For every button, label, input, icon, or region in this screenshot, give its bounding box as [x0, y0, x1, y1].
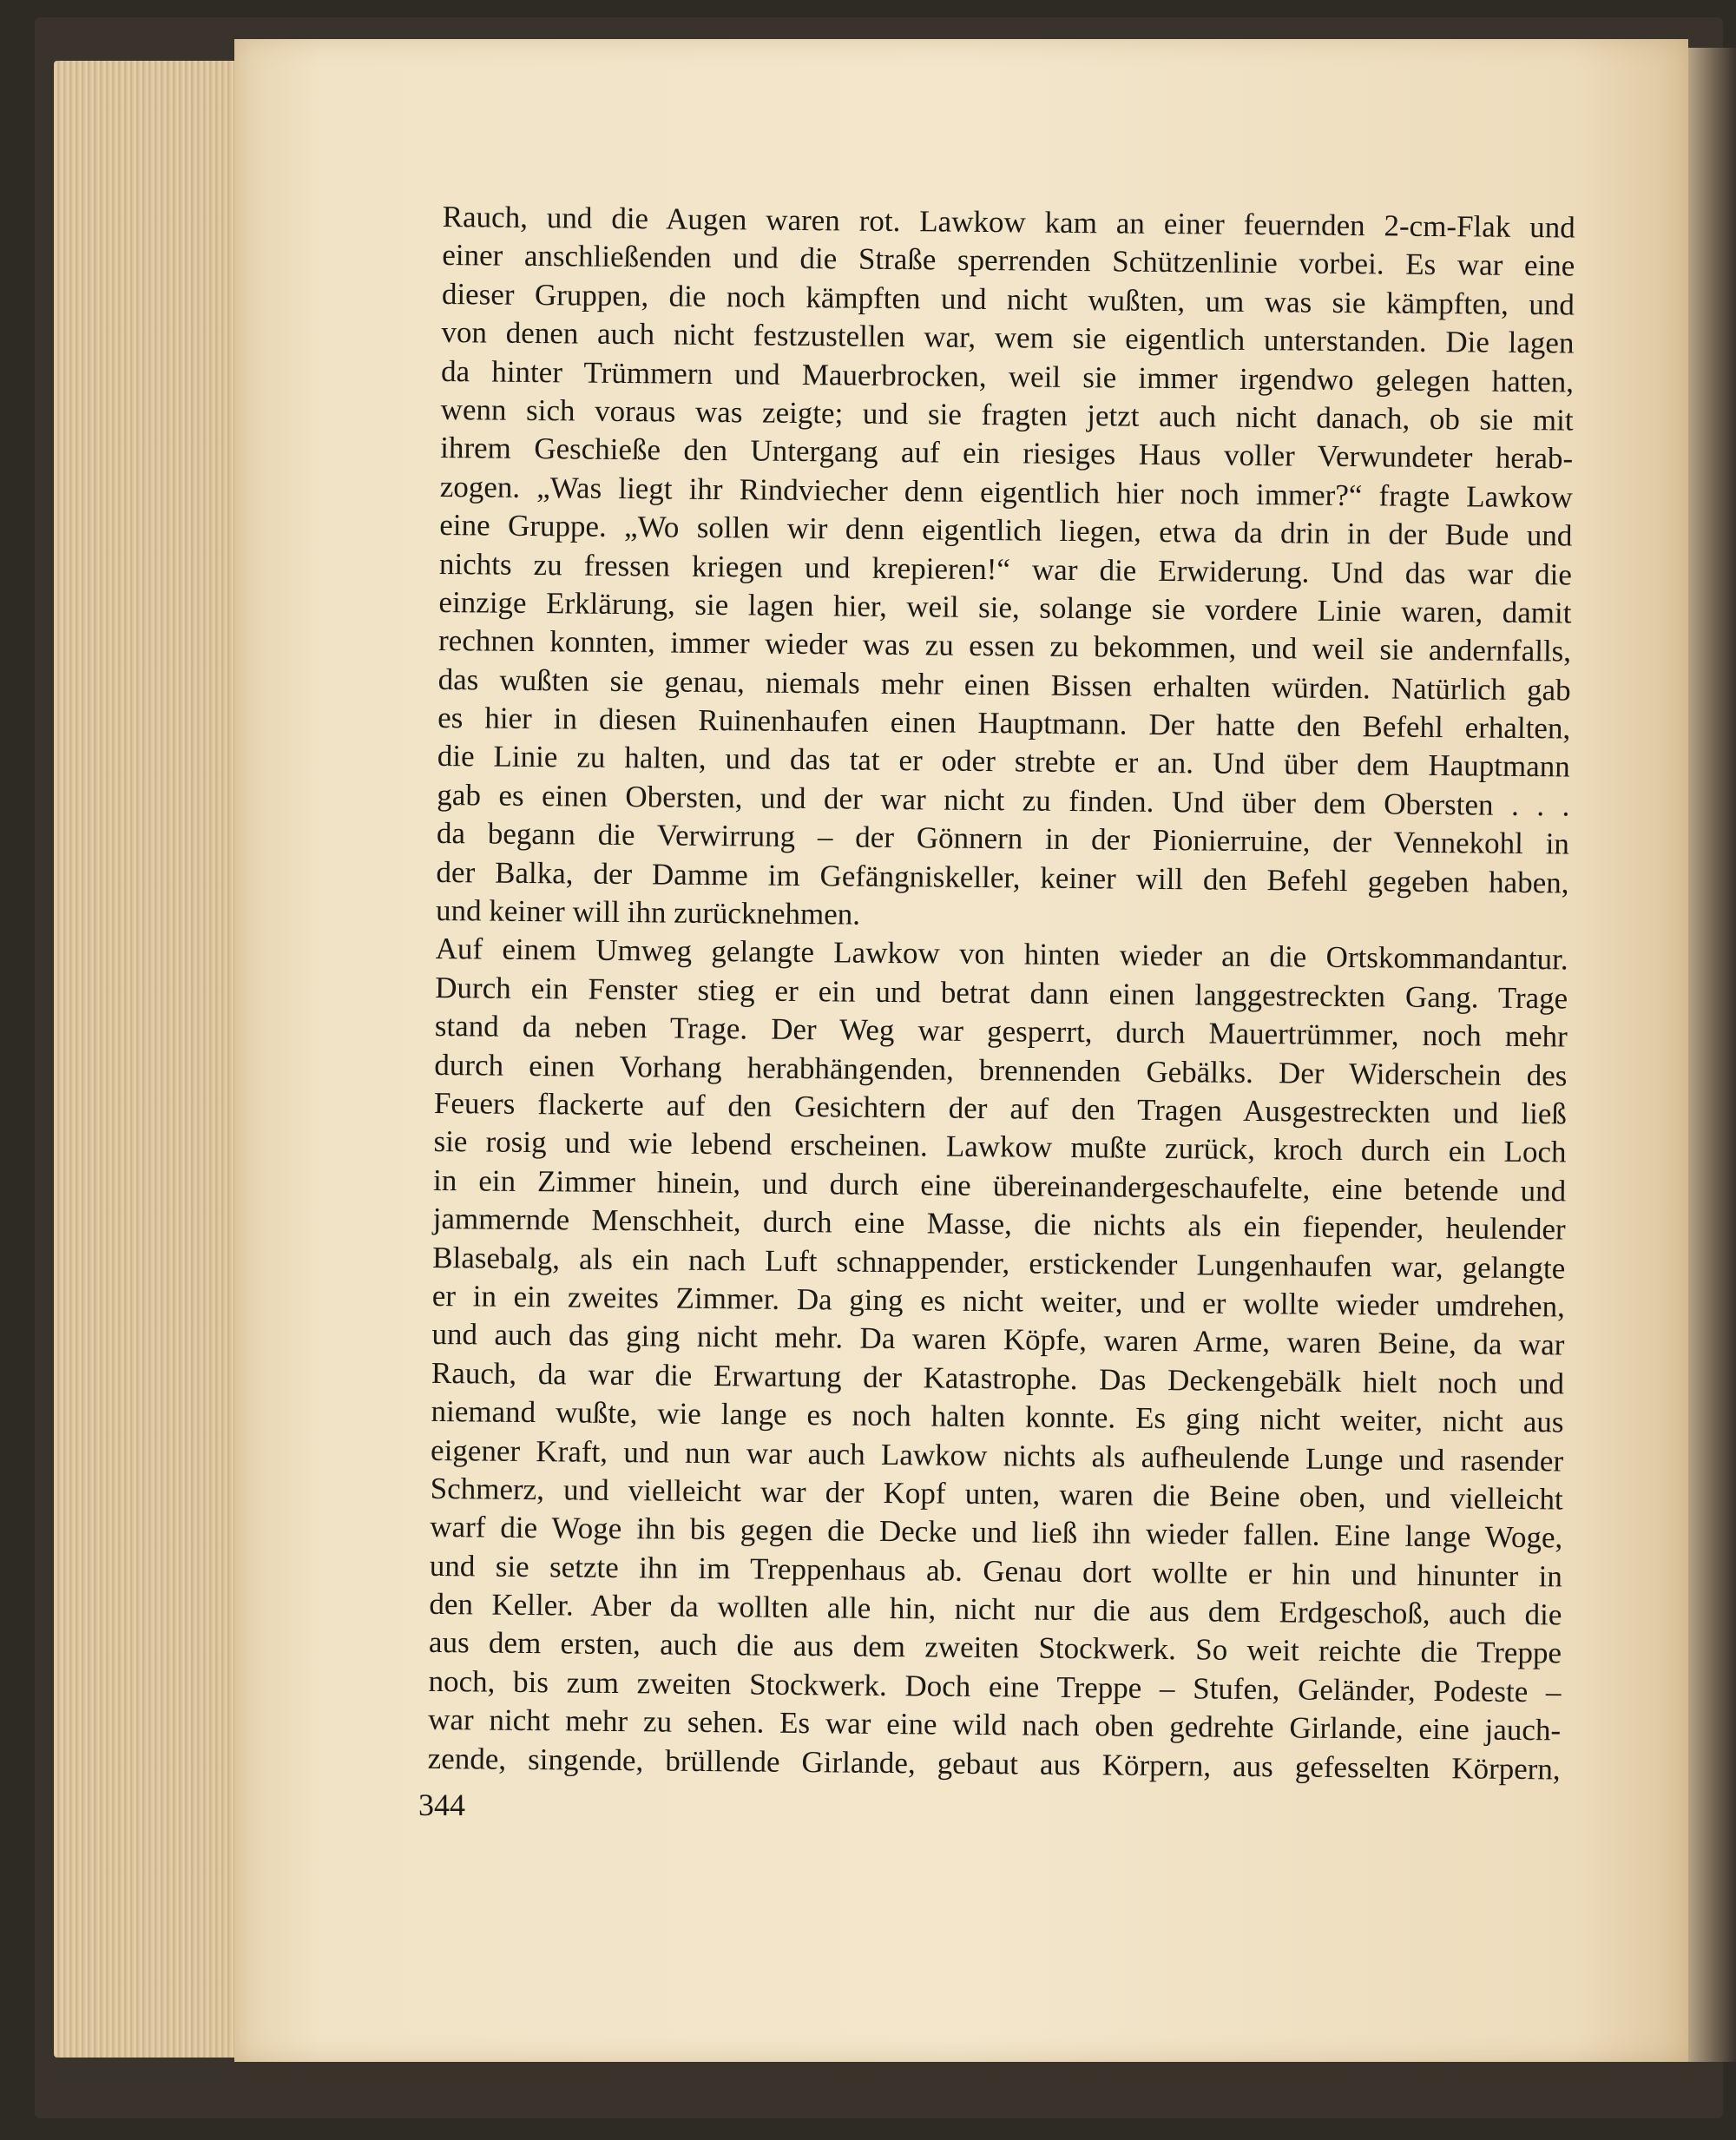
text-line: aus dem ersten, auch die aus dem zweiten Stockwerk. So weit reichte die Treppe [428, 1625, 1562, 1670]
paragraph [436, 198, 1575, 941]
text-line: gab es einen Obersten, und der war nicht zu finden. Und über dem Obersten . . . [437, 777, 1570, 823]
text-line: und keiner will ihn zurücknehmen. [435, 892, 861, 932]
text-line: dieser Gruppen, die noch kämpften und nicht wußten, um was sie kämpften, und [441, 276, 1575, 322]
text-line: Auf einem Umweg gelangte Lawkow von hinten wieder an die Ortskommandantur. [435, 932, 1568, 977]
text-line: niemand wußte, wie lange es noch halten konnte. Es ging nicht weiter, nicht aus [431, 1394, 1564, 1439]
text-line: ihrem Geschieße den Untergang auf ein riesiges Haus voller Verwundeter herab- [440, 431, 1574, 476]
text-line: wenn sich voraus was zeigte; und sie fragten jetzt auch nicht danach, ob sie mit [440, 392, 1574, 438]
body-text [428, 198, 1575, 1788]
text-line: einer anschließenden und die Straße sperrenden Schützenlinie vorbei. Es war eine [442, 238, 1575, 283]
text-line: nichts zu fressen kriegen und krepieren!“ war die Erwiderung. Und das war die [438, 546, 1573, 592]
text-line: Rauch, da war die Erwartung der Katastrophe. Das Deckengebälk hielt noch und [431, 1355, 1565, 1401]
text-line: der Balka, der Damme im Gefängniskeller, keiner will den Befehl gegeben haben, [436, 854, 1569, 900]
text-line: durch einen Vorhang herabhängenden, brennenden Gebälks. Der Widerschein des [434, 1047, 1568, 1093]
text-line: jammernde Menschheit, durch eine Masse, die nichts als ein fiepender, heulender [432, 1202, 1566, 1247]
text-line: da begann die Verwirrung – der Gönnern in der Pionierruine, der Vennekohl in [436, 816, 1570, 861]
text-line: war nicht mehr zu sehen. Es war eine wild nach oben gedrehte Girlande, eine jauch- [427, 1702, 1562, 1748]
text-line: sie rosig und wie lebend erscheinen. Lawkow mußte zurück, kroch durch ein Loch [433, 1124, 1567, 1169]
text-line: noch, bis zum zweiten Stockwerk. Doch eine Treppe – Stufen, Geländer, Podeste – [428, 1663, 1562, 1709]
text-line: stand da neben Trage. Der Weg war gesperrt, durch Mauertrümmer, noch mehr [434, 1009, 1568, 1054]
text-line: er in ein zweites Zimmer. Da ging es nicht weiter, und er wollte wieder umdrehen, [431, 1278, 1565, 1324]
text-line: und auch das ging nicht mehr. Da waren Köpfe, waren Arme, waren Beine, da war [431, 1317, 1565, 1362]
text-line: in ein Zimmer hinein, und durch eine übereinandergeschaufelte, eine betende und [432, 1162, 1567, 1208]
text-line: Schmerz, und vielleicht war der Kopf unten, waren die Beine oben, und vielleicht [430, 1471, 1563, 1517]
text-line: rechnen konnten, immer wieder was zu essen zu bekommen, und weil sie andernfalls, [437, 623, 1572, 668]
text-line: da hinter Trümmern und Mauerbrocken, weil sie immer irgendwo gelegen hatten, [440, 353, 1575, 399]
paragraph [428, 930, 1568, 1788]
text-line: zende, singende, brüllende Girlande, gebaut aus Körpern, aus gefesselten Körpern, [427, 1741, 1561, 1787]
text-line: das wußten sie genau, niemals mehr einen Bissen erhalten würden. Natürlich gab [437, 662, 1571, 708]
text-line: von denen auch nicht festzustellen war, wem sie eigentlich unterstanden. Die lagen [441, 315, 1575, 360]
page-number: 344 [418, 1788, 465, 1822]
text-line: eine Gruppe. „Wo sollen wir denn eigentlich liegen, etwa da drin in der Bude und [439, 508, 1573, 553]
text-line: warf die Woge ihn bis gegen die Decke und ließ ihn wieder fallen. Eine lange Woge, [430, 1510, 1563, 1555]
text-line: die Linie zu halten, und das tat er oder strebte er an. Und über dem Hauptmann [437, 739, 1570, 784]
text-line: Durch ein Fenster stieg er ein und betrat dann einen langgestreckten Gang. Trage [435, 970, 1568, 1016]
text-line: Feuers flackerte auf den Gesichtern der auf den Tragen Ausgestreckten und ließ [433, 1085, 1568, 1131]
text-line: es hier in diesen Ruinenhaufen einen Hauptmann. Der hatte den Befehl erhalten, [437, 701, 1571, 746]
page-edges [54, 61, 240, 2058]
text-line: zogen. „Was liegt ihr Rindviecher denn eigentlich hier noch immer?“ fragte Lawkow [439, 469, 1573, 515]
text-line: Rauch, und die Augen waren rot. Lawkow kam an einer feuernden 2-cm-Flak und [442, 199, 1575, 245]
text-line: einzige Erklärung, sie lagen hier, weil sie, solange sie vordere Linie waren, damit [438, 584, 1572, 630]
text-line: und sie setzte ihn im Treppenhaus ab. Genau dort wollte er hin und hinunter in [429, 1548, 1563, 1594]
text-line: Blasebalg, als ein nach Luft schnappender, erstickender Lungenhaufen war, gelangte [432, 1240, 1566, 1286]
text-line: den Keller. Aber da wollten alle hin, nicht nur die aus dem Erdgeschoß, auch die [429, 1586, 1562, 1632]
text-line: eigener Kraft, und nun war auch Lawkow nichts als aufheulende Lunge und rasender [430, 1432, 1564, 1478]
